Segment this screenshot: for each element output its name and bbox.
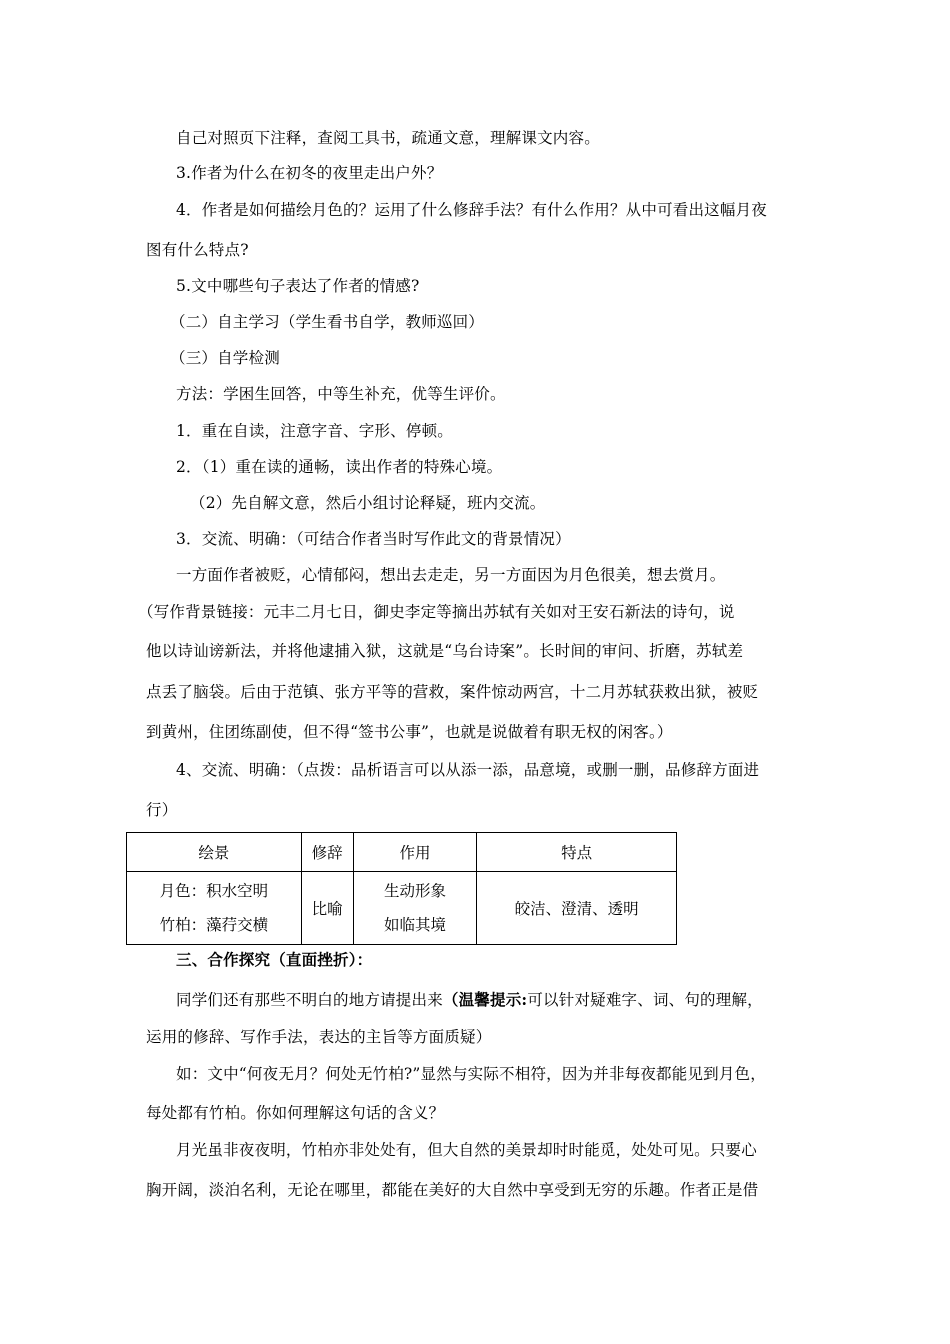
background-line-1: （写作背景链接：元丰二月七日，御史李定等摘出苏轼有关如对王安石新法的诗句，说 [138, 603, 735, 621]
answer-line-1: 月光虽非夜夜明，竹柏亦非处处有，但大自然的美景却时时能觅，处处可见。只要心 [176, 1141, 757, 1159]
table-row [127, 872, 677, 945]
table-header-row [127, 833, 677, 872]
example-line-2: 每处都有竹柏。你如何理解这句话的含义？ [146, 1104, 445, 1122]
hint-text: 可以针对疑难字、词、句的理解， [527, 991, 763, 1009]
background-line-3: 点丢了脑袋。后由于范镇、张方平等的营救，案件惊动两宫，十二月苏轼获救出狱，被贬 [146, 683, 759, 701]
section-self-study: （二）自主学习（学生看书自学，教师巡回） [170, 313, 485, 331]
question-4-line-2: 图有什么特点? [146, 241, 249, 259]
step-2-part-2: （2）先自解文意，然后小组讨论释疑，班内交流。 [190, 494, 546, 512]
section-3-heading: 三、合作探究（直面挫折）： [176, 950, 373, 969]
prompt-intro: 同学们还有那些不明白的地方请提出来 [176, 991, 443, 1009]
method-text: 方法：学困生回答，中等生补充，优等生评价。 [176, 385, 506, 403]
answer-line-2: 胸开阔，淡泊名利，无论在哪里，都能在美好的大自然中享受到无穷的乐趣。作者正是借 [146, 1181, 759, 1199]
step-3-answer: 一方面作者被贬，心情郁闷，想出去走走，另一方面因为月色很美，想去赏月。 [176, 566, 726, 584]
example-line-1: 如：文中“何夜无月？何处无竹柏?”显然与实际不相符，因为并非每夜都能见到月色， [176, 1065, 766, 1083]
header-rhetoric: 修辞 [301, 833, 353, 872]
header-effect: 作用 [353, 833, 477, 872]
cell-effect [353, 872, 477, 945]
step-2-part-1: 2．（1）重在读的通畅，读出作者的特殊心境。 [176, 458, 503, 476]
effect-immersive: 如临其境 [383, 916, 446, 934]
cell-rhetoric: 比喻 [301, 872, 353, 945]
question-3: 3.作者为什么在初冬的夜里走出户外？ [176, 164, 443, 182]
cell-feature: 皎洁、澄清、透明 [477, 872, 677, 945]
background-line-2: 他以诗讪谤新法，并将他逮捕入狱，这就是“乌台诗案”。长时间的审问、折磨，苏轼差 [146, 642, 744, 660]
effect-vivid: 生动形象 [383, 882, 446, 900]
moon-scene-analysis-table [126, 832, 677, 945]
header-scene: 绘景 [127, 833, 302, 872]
scene-bamboo: 竹柏：藻荇交横 [159, 916, 269, 934]
hint-label: （温馨提示: [442, 990, 528, 1009]
header-feature: 特点 [477, 833, 677, 872]
step-1: 1．重在自读，注意字音、字形、停顿。 [176, 422, 453, 440]
section-3-prompt-line-2: 运用的修辞、写作手法，表达的主旨等方面质疑） [146, 1028, 492, 1046]
paragraph-annotation-instruction: 自己对照页下注释，查阅工具书，疏通文意，理解课文内容。 [176, 129, 600, 147]
step-3: 3．交流、明确：（可结合作者当时写作此文的背景情况） [176, 530, 571, 548]
cell-scene [127, 872, 302, 945]
question-5: 5.文中哪些句子表达了作者的情感? [176, 277, 420, 295]
section-self-test: （三）自学检测 [170, 349, 280, 367]
section-3-prompt-line-1 [176, 990, 763, 1010]
step-4-line-1: 4、交流、明确：（点拨：品析语言可以从添一添，品意境，或删一删，品修辞方面进 [176, 761, 760, 779]
background-line-4: 到黄州，住团练副使，但不得“签书公事”，也就是说做着有职无权的闲客。） [146, 723, 673, 741]
question-4-line-1: 4．作者是如何描绘月色的？运用了什么修辞手法？有什么作用？从中可看出这幅月夜 [176, 201, 767, 219]
scene-moonlight: 月色：积水空明 [159, 882, 269, 900]
step-4-line-2: 行） [146, 801, 178, 819]
